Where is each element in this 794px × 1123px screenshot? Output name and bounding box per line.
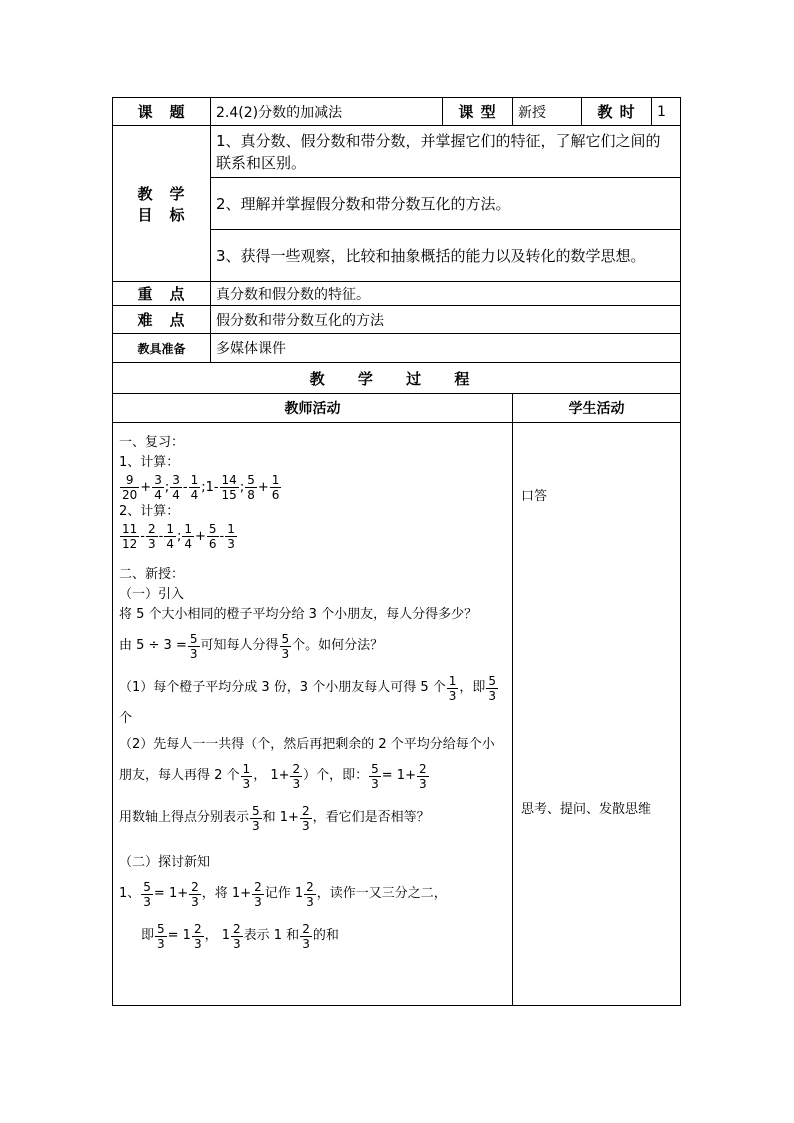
- lesson-plan-table: [112, 97, 681, 1006]
- topic-label: 课 题: [113, 98, 211, 126]
- fraction: $\frac{1}{3}$: [448, 673, 457, 703]
- method2-line1: （2）先每人一一共得（个，然后再把剩余的 2 个平均分给每个小: [119, 737, 495, 752]
- difficulty-value: 假分数和带分数互化的方法: [211, 306, 681, 334]
- fraction: $\frac{3}{4}$: [172, 473, 180, 502]
- goals-label: [113, 126, 211, 282]
- student-answer-think: 思考、提问、发散思维: [521, 802, 652, 817]
- goal-item-2: 2、理解并掌握假分数和带分数互化的方法。: [211, 178, 681, 230]
- number-axis-line: 用数轴上得点分别表示 $\frac{5}{3}$ 和 1+ $\frac{2}{3}$ ，看它们是否相等？: [119, 803, 430, 833]
- fraction: $\frac{2}{3}$: [193, 921, 202, 951]
- fraction: $\frac{1}{4}$: [166, 522, 174, 551]
- goal-item-3: 3、获得一些观察，比较和抽象概括的能力以及转化的数学思想。: [211, 230, 681, 282]
- fraction: $\frac{5}{3}$: [371, 761, 379, 791]
- topic-value: 2.4(2)分数的加减法: [211, 98, 443, 126]
- method1-tail: 个: [119, 711, 133, 726]
- tools-label: 教具准备: [113, 334, 211, 363]
- key-point-value: 真分数和假分数的特征。: [211, 282, 681, 306]
- fraction: $\frac{1}{6}$: [271, 473, 280, 502]
- hours-label: 教 时: [582, 98, 652, 126]
- explore-line2: 即 $\frac{5}{3}$ = 1 $\frac{2}{3}$ ， 1 $\frac{2}{3}$ 表示 1 和 $\frac{2}{3}$ 的和: [141, 921, 339, 951]
- fraction: $\frac{3}{4}$: [154, 473, 162, 502]
- tools-value: 多媒体课件: [211, 334, 681, 363]
- key-point-label: 重 点: [113, 282, 211, 306]
- fraction: $\frac{5}{3}$: [281, 631, 290, 661]
- goals-label-line1: 教 学: [137, 184, 186, 203]
- review-title: 一、复习：: [119, 435, 185, 450]
- fraction: $\frac{2}{3}$: [147, 522, 156, 551]
- method2-line2: 朋友，每人再得 2 个 $\frac{1}{3}$ ， 1+ $\frac{2}{3}$ ）个，即： $\frac{5}{3}$ = 1+ $\frac{2}{3}$: [119, 761, 427, 791]
- fraction: $\frac{14}{15}$: [221, 473, 237, 502]
- type-label: 课 型: [443, 98, 513, 126]
- fraction: $\frac{1}{4}$: [184, 522, 192, 551]
- teacher-activity-cell: [113, 423, 513, 1006]
- fraction: $\frac{11}{12}$: [122, 522, 138, 551]
- fraction: $\frac{2}{3}$: [301, 803, 310, 833]
- fraction: $\frac{2}{3}$: [418, 761, 427, 791]
- student-answer-oral: 口答: [521, 489, 548, 504]
- fraction: $\frac{2}{3}$: [254, 879, 262, 909]
- fraction: $\frac{2}{3}$: [302, 921, 310, 951]
- calc1-expression: $\frac{9}{20}$ + $\frac{3}{4}$ ; $\frac{3}{4}$ - $\frac{1}{4}$ ;1- $\frac{14}{15}$ ; $\frac{5}{8}$ + $\frac{1}{6}$: [122, 473, 280, 502]
- fraction: $\frac{9}{20}$: [122, 473, 138, 502]
- calc1-title: 1、计算：: [119, 455, 180, 470]
- method1-line: （1）每个橙子平均分成 3 份，3 个小朋友每人可得 5 个 $\frac{1}{3}$ ，即 $\frac{5}{3}$: [119, 673, 497, 703]
- fraction: $\frac{2}{3}$: [306, 879, 314, 909]
- explore-line1: 1、 $\frac{5}{3}$ = 1+ $\frac{2}{3}$ ，将 1+ $\frac{2}{3}$ 记作 1 $\frac{2}{3}$ ，读作一又三分之二，: [119, 879, 447, 909]
- process-title: 教 学 过 程: [113, 363, 681, 394]
- fraction: $\frac{1}{3}$: [227, 522, 235, 551]
- intro-question: 将 5 个大小相同的橙子平均分给 3 个小朋友，每人分得多少？: [119, 607, 478, 622]
- teacher-activity-header: 教师活动: [113, 394, 513, 423]
- student-activity-header: 学生活动: [513, 394, 681, 423]
- fraction: $\frac{5}{8}$: [247, 473, 255, 502]
- hours-value: 1: [652, 98, 681, 126]
- fraction: $\frac{1}{4}$: [190, 473, 199, 502]
- fraction: $\frac{2}{3}$: [191, 879, 199, 909]
- calc2-title: 2、计算：: [119, 504, 180, 519]
- fraction: $\frac{5}{3}$: [157, 921, 165, 951]
- fraction: $\frac{5}{3}$: [189, 631, 198, 661]
- student-activity-cell: [513, 423, 681, 1006]
- new-lesson-title: 二、新授：: [119, 567, 185, 582]
- fraction: $\frac{2}{3}$: [292, 761, 301, 791]
- intro-title: （一）引入: [119, 587, 185, 602]
- fraction: $\frac{1}{3}$: [242, 761, 251, 791]
- fraction: $\frac{5}{3}$: [488, 673, 497, 703]
- intro-division-line: 由 5 ÷ 3 = $\frac{5}{3}$ 可知每人分得 $\frac{5}{3}$ 个。如何分法？: [119, 631, 384, 661]
- type-value: 新授: [513, 98, 582, 126]
- fraction: $\frac{5}{3}$: [143, 879, 151, 909]
- fraction: $\frac{5}{3}$: [252, 803, 260, 833]
- goal-item-1: 1、真分数、假分数和带分数，并掌握它们的特征，了解它们之间的联系和区别。: [211, 126, 681, 178]
- difficulty-label: 难 点: [113, 306, 211, 334]
- calc2-expression: $\frac{11}{12}$ - $\frac{2}{3}$ - $\frac{1}{4}$ ; $\frac{1}{4}$ + $\frac{5}{6}$ - $\frac{1}{3}$: [122, 522, 235, 551]
- fraction: $\frac{5}{6}$: [208, 522, 217, 551]
- goals-label-line2: 目 标: [137, 205, 186, 224]
- explore-title: （二）探讨新知: [119, 855, 211, 870]
- fraction: $\frac{2}{3}$: [233, 921, 241, 951]
